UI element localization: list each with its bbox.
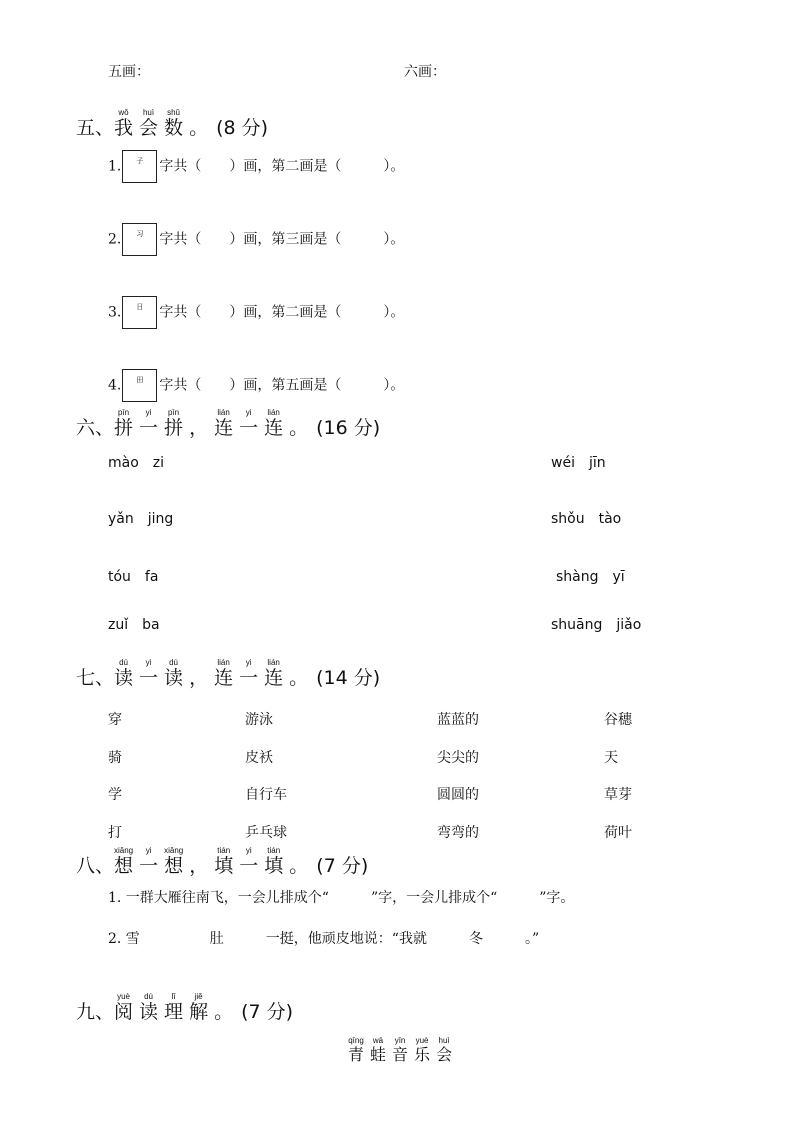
title-char bbox=[436, 1036, 453, 1064]
heading-char-pinyin: yi bbox=[239, 658, 259, 667]
heading-char-pinyin: yi bbox=[139, 408, 159, 417]
heading-char-char: 填 bbox=[264, 855, 284, 877]
heading-char-pinyin: dú bbox=[164, 658, 184, 667]
section-7-heading bbox=[76, 658, 380, 689]
pinyin-left-item[interactable]: zuǐ ba bbox=[108, 617, 160, 633]
title-char bbox=[392, 1036, 409, 1064]
word-item[interactable]: 乒乓球 bbox=[245, 825, 287, 841]
heading-char-pinyin: dú bbox=[139, 992, 159, 1001]
section-number: 九、 bbox=[76, 1001, 115, 1023]
title-char-pinyin: yuè bbox=[414, 1036, 431, 1045]
heading-char-char: 一 bbox=[239, 417, 259, 439]
heading-char bbox=[114, 658, 134, 689]
section-5-heading bbox=[76, 108, 268, 139]
heading-char bbox=[164, 408, 184, 439]
word-item[interactable]: 草芽 bbox=[604, 787, 632, 803]
section-number: 七、 bbox=[76, 667, 115, 689]
heading-char-char: 一 bbox=[139, 667, 159, 689]
heading-char-char: 理 bbox=[164, 1001, 184, 1023]
passage-title bbox=[348, 1036, 458, 1065]
word-item[interactable]: 圆圆的 bbox=[437, 787, 479, 803]
heading-char-char: 拼 bbox=[164, 417, 184, 439]
word-item[interactable]: 尖尖的 bbox=[437, 750, 479, 766]
pinyin-left-item[interactable]: mào zi bbox=[108, 455, 165, 471]
heading-char-char: 读 bbox=[164, 667, 184, 689]
character-box bbox=[122, 223, 157, 256]
word-item[interactable]: 天 bbox=[604, 750, 618, 766]
heading-char-char: 一 bbox=[239, 855, 259, 877]
heading-char bbox=[114, 408, 134, 439]
heading-char-pinyin: yi bbox=[239, 846, 259, 855]
heading-char bbox=[189, 667, 208, 689]
heading-char-pinyin: lián bbox=[264, 408, 284, 417]
question-text[interactable]: 字共（ ）画，第二画是（ ）。 bbox=[159, 304, 405, 321]
character-box bbox=[122, 369, 157, 402]
heading-char bbox=[164, 108, 184, 139]
heading-char-char: 想 bbox=[113, 855, 134, 877]
title-char-pinyin: wā bbox=[370, 1036, 387, 1045]
heading-char bbox=[264, 408, 284, 439]
question-text[interactable]: 字共（ ）画，第五画是（ ）。 bbox=[159, 377, 405, 394]
heading-period: 。 bbox=[289, 667, 309, 689]
section-score: (14 分) bbox=[316, 667, 381, 689]
heading-char-char: 解 bbox=[189, 1001, 209, 1023]
heading-char bbox=[239, 658, 259, 689]
title-char-char: 会 bbox=[436, 1045, 453, 1064]
heading-char bbox=[239, 408, 259, 439]
title-char-char: 蛙 bbox=[370, 1045, 387, 1064]
word-item[interactable]: 皮袄 bbox=[245, 750, 273, 766]
question-number: 3. bbox=[108, 304, 122, 321]
stroke-question bbox=[108, 150, 404, 184]
heading-char bbox=[164, 992, 184, 1023]
pinyin-right-item[interactable]: wéi jīn bbox=[551, 455, 606, 471]
word-item[interactable]: 骑 bbox=[108, 750, 122, 766]
heading-char-char: 连 bbox=[264, 667, 284, 689]
question-number: 4. bbox=[108, 377, 122, 394]
stroke-question bbox=[108, 223, 404, 257]
character-box bbox=[122, 150, 157, 183]
heading-char-char: ， bbox=[189, 667, 209, 689]
character-box bbox=[122, 296, 157, 329]
title-char-pinyin: qīng bbox=[348, 1036, 365, 1045]
heading-char bbox=[114, 108, 134, 139]
heading-char-pinyin: lián bbox=[264, 658, 284, 667]
pinyin-right-item[interactable]: shàng yī bbox=[556, 569, 625, 585]
character-glyph: 子 bbox=[136, 157, 144, 165]
character-glyph: 田 bbox=[136, 376, 144, 384]
heading-char bbox=[264, 846, 284, 877]
pinyin-right-item[interactable]: shǒu tào bbox=[551, 511, 622, 527]
section-score: (7 分) bbox=[316, 855, 369, 877]
fill-line-2: 2. 雪 肚 一挺，他顽皮地说：“我就 冬 。” bbox=[108, 931, 540, 947]
heading-char-char: 一 bbox=[239, 667, 259, 689]
heading-char-pinyin: lián bbox=[214, 408, 234, 417]
six-strokes-label: 六画： bbox=[404, 64, 446, 80]
word-item[interactable]: 蓝蓝的 bbox=[437, 712, 479, 728]
title-char-char: 乐 bbox=[414, 1045, 431, 1064]
heading-char-char: 我 bbox=[114, 117, 134, 139]
title-char-char: 音 bbox=[392, 1045, 409, 1064]
heading-period: 。 bbox=[289, 855, 309, 877]
character-glyph: 习 bbox=[136, 230, 144, 238]
word-item[interactable]: 谷穗 bbox=[604, 712, 632, 728]
heading-char bbox=[189, 417, 208, 439]
heading-char bbox=[239, 846, 259, 877]
heading-char bbox=[214, 408, 234, 439]
heading-char-char: 读 bbox=[114, 667, 134, 689]
heading-char-char: 读 bbox=[139, 1001, 159, 1023]
heading-char-pinyin: pīn bbox=[164, 408, 184, 417]
heading-char-char: 阅 bbox=[114, 1001, 134, 1023]
word-item[interactable]: 荷叶 bbox=[604, 825, 632, 841]
heading-char-pinyin: yuè bbox=[114, 992, 134, 1001]
heading-char bbox=[264, 658, 284, 689]
word-item[interactable]: 游泳 bbox=[245, 712, 273, 728]
heading-char-pinyin: yi bbox=[139, 658, 159, 667]
title-char bbox=[370, 1036, 387, 1064]
title-char-pinyin: huì bbox=[436, 1036, 453, 1045]
section-9-heading bbox=[76, 992, 293, 1023]
heading-char-char: 想 bbox=[164, 855, 184, 877]
title-char-pinyin: yīn bbox=[392, 1036, 409, 1045]
five-strokes-label: 五画： bbox=[108, 64, 150, 80]
heading-char-char: 会 bbox=[139, 117, 159, 139]
section-number: 五、 bbox=[76, 117, 115, 139]
heading-char-char: 一 bbox=[139, 417, 159, 439]
word-item[interactable]: 穿 bbox=[108, 712, 122, 728]
stroke-question bbox=[108, 296, 404, 330]
question-number: 2. bbox=[108, 231, 122, 248]
pinyin-left-item[interactable]: tóu fa bbox=[108, 569, 159, 585]
heading-char-char: 一 bbox=[139, 855, 159, 877]
word-item[interactable]: 自行车 bbox=[245, 787, 287, 803]
section-number: 六、 bbox=[76, 417, 115, 439]
fill-line-1: 1. 一群大雁往南飞，一会儿排成个“ ”字，一会儿排成个“ ”字。 bbox=[108, 890, 575, 906]
title-char-char: 青 bbox=[348, 1045, 365, 1064]
heading-char-pinyin: yi bbox=[239, 408, 259, 417]
heading-period: 。 bbox=[289, 417, 309, 439]
heading-char-char: 数 bbox=[164, 117, 184, 139]
heading-char-pinyin: jiě bbox=[189, 992, 209, 1001]
heading-char-pinyin: wǒ bbox=[114, 108, 134, 117]
heading-char bbox=[164, 846, 184, 877]
stroke-question bbox=[108, 369, 404, 403]
question-text[interactable]: 字共（ ）画，第二画是（ ）。 bbox=[159, 158, 405, 175]
heading-char bbox=[113, 846, 134, 877]
heading-char-pinyin: yi bbox=[139, 846, 159, 855]
word-item[interactable]: 弯弯的 bbox=[437, 825, 479, 841]
heading-char bbox=[214, 846, 234, 877]
heading-char bbox=[164, 658, 184, 689]
heading-char-pinyin: xiǎng bbox=[164, 846, 184, 855]
heading-char-pinyin: lián bbox=[214, 658, 234, 667]
section-score: (8 分) bbox=[216, 117, 269, 139]
section-8-heading bbox=[76, 846, 368, 877]
heading-char-pinyin: tián bbox=[214, 846, 234, 855]
heading-char-pinyin: shǔ bbox=[164, 108, 184, 117]
heading-char-char: 连 bbox=[214, 667, 234, 689]
heading-char bbox=[139, 658, 159, 689]
heading-char bbox=[139, 108, 159, 139]
section-6-heading bbox=[76, 408, 380, 439]
heading-char bbox=[139, 408, 159, 439]
heading-char-pinyin: xiǎng bbox=[113, 846, 134, 855]
heading-char-pinyin: dú bbox=[114, 658, 134, 667]
heading-char-pinyin: lǐ bbox=[164, 992, 184, 1001]
heading-char-pinyin: huì bbox=[139, 108, 159, 117]
heading-period: 。 bbox=[189, 117, 209, 139]
word-item[interactable]: 学 bbox=[108, 787, 122, 803]
section-score: (7 分) bbox=[241, 1001, 294, 1023]
heading-char bbox=[139, 992, 159, 1023]
question-number: 1. bbox=[108, 158, 122, 175]
heading-char bbox=[139, 846, 159, 877]
heading-period: 。 bbox=[214, 1001, 234, 1023]
heading-char-char: 填 bbox=[214, 855, 234, 877]
heading-char-char: ， bbox=[189, 855, 209, 877]
heading-char bbox=[189, 855, 208, 877]
heading-char bbox=[189, 992, 209, 1023]
title-char bbox=[348, 1036, 365, 1064]
heading-char-pinyin: tián bbox=[264, 846, 284, 855]
title-char bbox=[414, 1036, 431, 1064]
word-item[interactable]: 打 bbox=[108, 825, 122, 841]
section-number: 八、 bbox=[76, 855, 115, 877]
pinyin-right-item[interactable]: shuāng jiǎo bbox=[551, 617, 642, 633]
question-text[interactable]: 字共（ ）画，第三画是（ ）。 bbox=[159, 231, 405, 248]
heading-char bbox=[114, 992, 134, 1023]
heading-char-char: 连 bbox=[214, 417, 234, 439]
heading-char-char: ， bbox=[189, 417, 209, 439]
heading-char-char: 拼 bbox=[114, 417, 134, 439]
heading-char-char: 连 bbox=[264, 417, 284, 439]
section-score: (16 分) bbox=[316, 417, 381, 439]
heading-char bbox=[214, 658, 234, 689]
pinyin-left-item[interactable]: yǎn jing bbox=[108, 511, 174, 527]
heading-char-pinyin: pīn bbox=[114, 408, 134, 417]
character-glyph: 日 bbox=[136, 303, 144, 311]
